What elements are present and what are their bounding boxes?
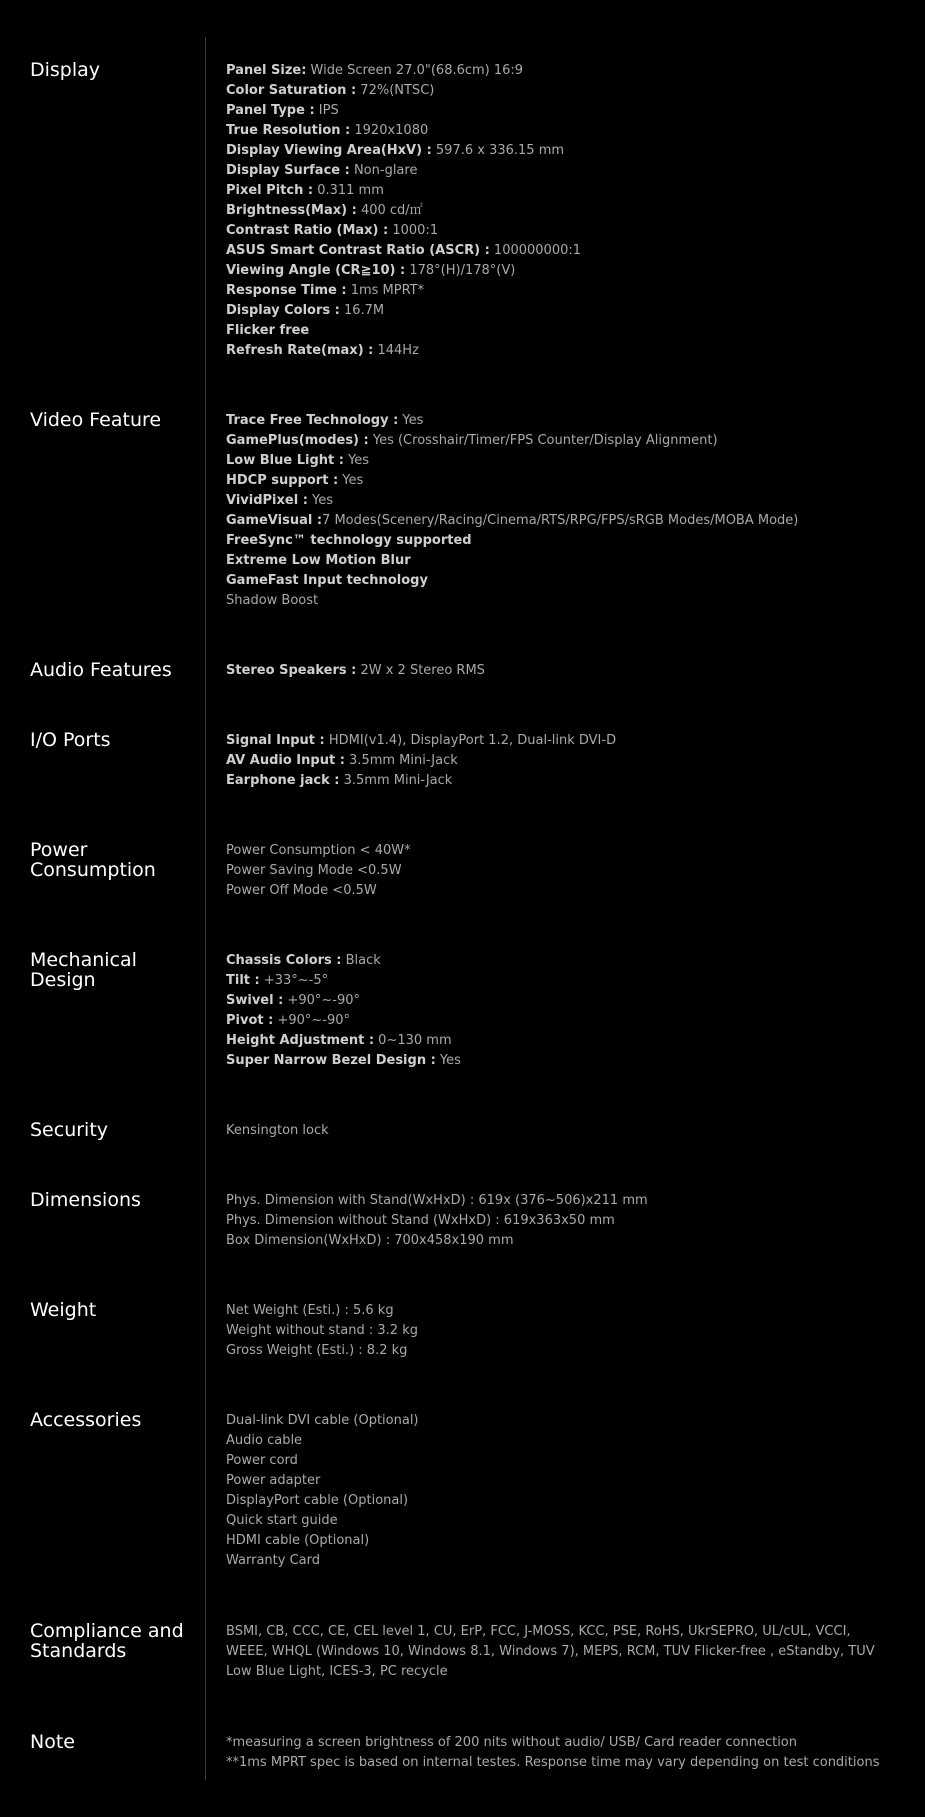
spec-line — [226, 1321, 891, 1341]
spec-line — [226, 511, 891, 531]
spec-value: 3.5mm Mini-Jack — [344, 753, 458, 768]
column-divider — [205, 37, 206, 1780]
spec-line — [226, 261, 891, 281]
section-body — [226, 1622, 891, 1682]
spec-line — [226, 301, 891, 321]
spec-value: Gross Weight (Esti.) : 8.2 kg — [226, 1343, 408, 1358]
spec-value: HDMI(v1.4), DisplayPort 1.2, Dual-link DVI-D — [324, 733, 617, 748]
spec-value: 2W x 2 Stereo RMS — [356, 663, 485, 678]
section-title: Accessories — [30, 1409, 142, 1431]
spec-value: Kensington lock — [226, 1123, 329, 1138]
spec-line — [226, 1191, 891, 1211]
spec-line — [226, 1231, 891, 1251]
spec-label: Swivel : — [226, 993, 284, 1008]
spec-label: GamePlus(modes) : — [226, 433, 369, 448]
spec-value: Warranty Card — [226, 1553, 320, 1568]
spec-line — [226, 61, 891, 81]
section-body — [226, 1733, 891, 1773]
section-title: Security — [30, 1119, 109, 1141]
section-title: Mechanical Design — [30, 949, 137, 991]
spec-paragraph: BSMI, CB, CCC, CE, CEL level 1, CU, ErP, FCC, J-MOSS, KCC, PSE, RoHS, UkrSEPRO, UL/cUL, VCCI, WEEE, WHQL (Windows 10, Windows 8.1, Windows 7), MEPS, RCM, TUV Flicker-free , eStandby, TUV Low Blue Light, ICES-3, PC recycle — [226, 1624, 875, 1679]
spec-line — [226, 591, 891, 611]
section-body — [226, 411, 891, 611]
spec-line — [226, 491, 891, 511]
section-body — [226, 661, 891, 681]
spec-value: 1ms MPRT* — [346, 283, 425, 298]
spec-line — [226, 571, 891, 591]
spec-value: 0~130 mm — [374, 1033, 452, 1048]
spec-line — [226, 551, 891, 571]
spec-label: Brightness(Max) : — [226, 203, 357, 218]
spec-label: FreeSync™ technology supported — [226, 533, 472, 548]
spec-line — [226, 81, 891, 101]
spec-label: True Resolution : — [226, 123, 351, 138]
spec-value: 7 Modes(Scenery/Racing/Cinema/RTS/RPG/FPS/sRGB Modes/MOBA Mode) — [322, 513, 799, 528]
spec-line — [226, 1211, 891, 1231]
spec-value: Net Weight (Esti.) : 5.6 kg — [226, 1303, 394, 1318]
spec-line — [226, 221, 891, 241]
spec-label: Color Saturation : — [226, 83, 357, 98]
spec-value: Audio cable — [226, 1433, 303, 1448]
spec-value: 178°(H)/178°(V) — [405, 263, 516, 278]
spec-line — [226, 861, 891, 881]
spec-value: Shadow Boost — [226, 593, 319, 608]
section-body — [226, 1301, 891, 1361]
spec-line — [226, 121, 891, 141]
spec-value: 72%(NTSC) — [356, 83, 435, 98]
spec-value: Power Off Mode <0.5W — [226, 883, 377, 898]
spec-label: Chassis Colors : — [226, 953, 342, 968]
spec-value: Yes — [307, 493, 334, 508]
spec-line — [226, 1733, 891, 1753]
spec-value: HDMI cable (Optional) — [226, 1533, 370, 1548]
spec-line — [226, 1753, 891, 1773]
spec-line — [226, 1451, 891, 1471]
spec-line — [226, 341, 891, 361]
spec-value: Yes (Crosshair/Timer/FPS Counter/Display Alignment) — [368, 433, 718, 448]
section-title: Weight — [30, 1299, 97, 1321]
spec-label: HDCP support : — [226, 473, 339, 488]
spec-label: VividPixel : — [226, 493, 308, 508]
spec-line — [226, 1341, 891, 1361]
spec-value: Yes — [338, 473, 364, 488]
section-title: Display — [30, 59, 101, 81]
spec-value: 1920x1080 — [350, 123, 429, 138]
spec-line — [226, 281, 891, 301]
spec-label: Display Colors : — [226, 303, 340, 318]
spec-value: 100000000:1 — [489, 243, 582, 258]
spec-line — [226, 1301, 891, 1321]
spec-line — [226, 201, 891, 221]
section-body — [226, 1411, 891, 1571]
spec-label: Tilt : — [226, 973, 260, 988]
spec-value: 597.6 x 336.15 mm — [431, 143, 565, 158]
section-body — [226, 1191, 891, 1251]
spec-value: Phys. Dimension with Stand(WxHxD) : 619x (376~506)x211 mm — [226, 1193, 648, 1208]
spec-line — [226, 411, 891, 431]
spec-line — [226, 161, 891, 181]
spec-line — [226, 1121, 891, 1141]
spec-value: Phys. Dimension without Stand (WxHxD) : 619x363x50 mm — [226, 1213, 615, 1228]
spec-line — [226, 1471, 891, 1491]
spec-line — [226, 1011, 891, 1031]
spec-label: Contrast Ratio (Max) : — [226, 223, 389, 238]
section-title: Compliance and Standards — [30, 1620, 184, 1662]
spec-value: Power Saving Mode <0.5W — [226, 863, 402, 878]
spec-line — [226, 321, 891, 341]
section-title: Audio Features — [30, 659, 172, 681]
spec-line — [226, 1411, 891, 1431]
spec-line — [226, 471, 891, 491]
spec-value: Power cord — [226, 1453, 298, 1468]
spec-line — [226, 241, 891, 261]
spec-value: +90°~-90° — [273, 1013, 351, 1028]
spec-line — [226, 101, 891, 121]
spec-label: GameVisual : — [226, 513, 323, 528]
section-title: I/O Ports — [30, 729, 111, 751]
spec-label: Stereo Speakers : — [226, 663, 357, 678]
spec-line — [226, 1051, 891, 1071]
spec-label: GameFast Input technology — [226, 573, 428, 588]
spec-line — [226, 1031, 891, 1051]
spec-value: Power adapter — [226, 1473, 321, 1488]
spec-label: Earphone jack : — [226, 773, 340, 788]
section-title: Power Consumption — [30, 839, 156, 881]
spec-line — [226, 951, 891, 971]
spec-line — [226, 881, 891, 901]
spec-value: Black — [341, 953, 381, 968]
spec-value: +90°~-90° — [283, 993, 361, 1008]
spec-value: 3.5mm Mini-Jack — [339, 773, 453, 788]
spec-label: Flicker free — [226, 323, 310, 338]
spec-line — [226, 431, 891, 451]
section-body — [226, 951, 891, 1071]
spec-value: *measuring a screen brightness of 200 nits without audio/ USB/ Card reader connection — [226, 1735, 797, 1750]
spec-label: Trace Free Technology : — [226, 413, 399, 428]
section-body — [226, 61, 891, 361]
spec-value: 144Hz — [373, 343, 419, 358]
spec-line — [226, 1511, 891, 1531]
spec-value: 16.7M — [339, 303, 385, 318]
spec-label: Pivot : — [226, 1013, 274, 1028]
spec-label: Panel Size: — [226, 63, 307, 78]
spec-label: Display Viewing Area(HxV) : — [226, 143, 432, 158]
spec-label: Low Blue Light : — [226, 453, 344, 468]
section-title: Video Feature — [30, 409, 162, 431]
spec-value: 0.311 mm — [313, 183, 384, 198]
spec-value: Power Consumption < 40W* — [226, 843, 411, 858]
spec-line — [226, 731, 891, 751]
spec-value: 1000:1 — [388, 223, 439, 238]
spec-label: Display Surface : — [226, 163, 350, 178]
spec-value: Quick start guide — [226, 1513, 338, 1528]
spec-label: Response Time : — [226, 283, 347, 298]
spec-value: Yes — [435, 1053, 461, 1068]
spec-line — [226, 141, 891, 161]
spec-line — [226, 1551, 891, 1571]
spec-label: Panel Type : — [226, 103, 315, 118]
spec-label: Pixel Pitch : — [226, 183, 314, 198]
spec-value: DisplayPort cable (Optional) — [226, 1493, 409, 1508]
spec-value: Yes — [343, 453, 370, 468]
spec-value: 400 cd/㎡ — [356, 203, 423, 218]
spec-label: Extreme Low Motion Blur — [226, 553, 411, 568]
spec-line — [226, 1531, 891, 1551]
spec-value: Wide Screen 27.0"(68.6cm) 16:9 — [306, 63, 524, 78]
spec-line — [226, 661, 891, 681]
section-title: Note — [30, 1731, 75, 1753]
spec-label: AV Audio Input : — [226, 753, 345, 768]
spec-line — [226, 1491, 891, 1511]
spec-value: Non-glare — [349, 163, 418, 178]
spec-label: Signal Input : — [226, 733, 325, 748]
spec-line — [226, 991, 891, 1011]
spec-value: **1ms MPRT spec is based on internal testes. Response time may vary depending on test conditions — [226, 1755, 880, 1770]
section-body — [226, 1121, 891, 1141]
spec-label: Viewing Angle (CR≧10) : — [226, 263, 406, 278]
spec-value: Box Dimension(WxHxD) : 700x458x190 mm — [226, 1233, 514, 1248]
spec-line — [226, 771, 891, 791]
spec-value: +33°~-5° — [259, 973, 329, 988]
spec-line — [226, 971, 891, 991]
spec-value: Yes — [398, 413, 424, 428]
section-body — [226, 841, 891, 901]
spec-line — [226, 531, 891, 551]
section-body — [226, 731, 891, 791]
section-title: Dimensions — [30, 1189, 141, 1211]
spec-value: Weight without stand : 3.2 kg — [226, 1323, 418, 1338]
spec-line — [226, 451, 891, 471]
spec-value: Dual-link DVI cable (Optional) — [226, 1413, 419, 1428]
spec-label: Super Narrow Bezel Design : — [226, 1053, 436, 1068]
spec-line — [226, 841, 891, 861]
spec-value: IPS — [314, 103, 339, 118]
spec-label: Refresh Rate(max) : — [226, 343, 374, 358]
spec-line — [226, 751, 891, 771]
spec-line — [226, 181, 891, 201]
spec-label: Height Adjustment : — [226, 1033, 375, 1048]
spec-line — [226, 1431, 891, 1451]
spec-label: ASUS Smart Contrast Ratio (ASCR) : — [226, 243, 490, 258]
